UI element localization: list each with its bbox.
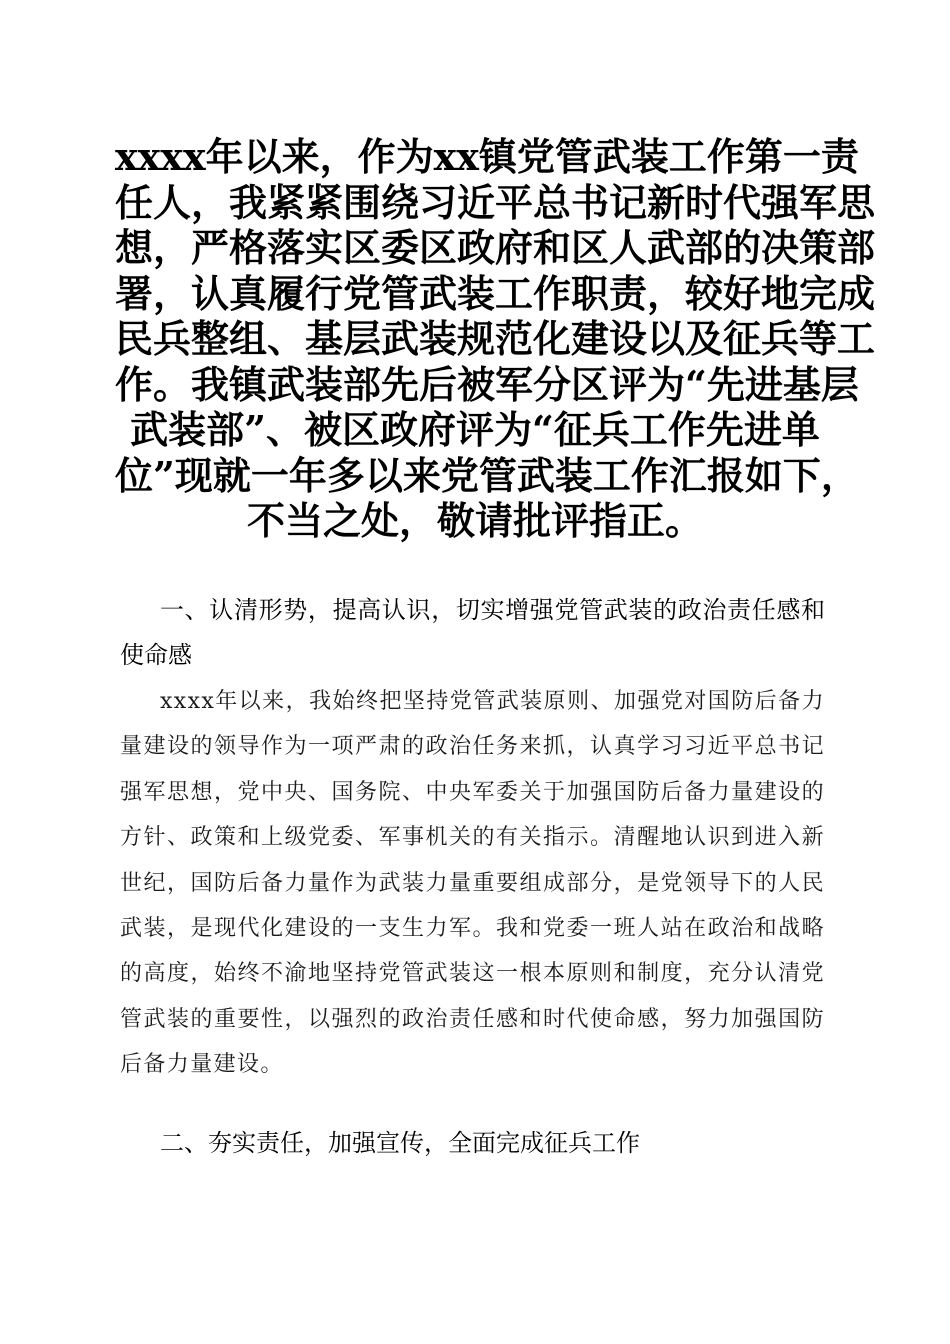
section-body-1: xxxx年以来，我始终把坚持党管武装原则、加强党对国防后备力量建设的领导作为一项严肃的政治任务来抓，认真学习习近平总书记强军思想，党中央、国务院、中央军委关于加强国防后备力量建设的方针、政策和上级党委、军事机关的有关指示。清醒地认识到进入新世纪，国防后备力量作为武装力量重要组成部分，是党领导下的人民武装，是现代化建设的一支生力军。我和党委一班人站在政治和战略的高度，始终不渝地坚持党管武装这一根本原则和制度，充分认清党管武装的重要性，以强烈的政治责任感和时代使命感，努力加强国防后备力量建设。 (120, 689, 825, 1078)
title-line: 不当之处，敬请批评指正。 (246, 498, 703, 543)
document-title (115, 134, 876, 544)
title-line: 作。我镇武装部先后被军分区评为“先进基层 (115, 361, 859, 407)
title-line: xxxx年以来，作为xx镇党管武装工作第一责 (115, 134, 859, 179)
title-line: 位”现就一年多以来党管武装工作汇报如下， (115, 452, 859, 498)
section-heading-2: 二、夯实责任，加强宣传，全面完成征兵工作 (160, 1129, 640, 1157)
title-line: 署，认真履行党管武装工作职责，较好地完成 (115, 270, 876, 316)
title-line: 武装部”、被区政府评为“征兵工作先进单 (130, 407, 820, 452)
title-line: 民兵整组、基层武装规范化建设以及征兵等工 (115, 316, 876, 361)
title-line: 想，严格落实区委区政府和区人武部的决策部 (115, 225, 876, 270)
section-heading-1: 一、认清形势，提高认识，切实增强党管武装的政治责任感和使命感 (120, 596, 825, 669)
title-line: 任人，我紧紧围绕习近平总书记新时代强军思 (115, 179, 876, 225)
